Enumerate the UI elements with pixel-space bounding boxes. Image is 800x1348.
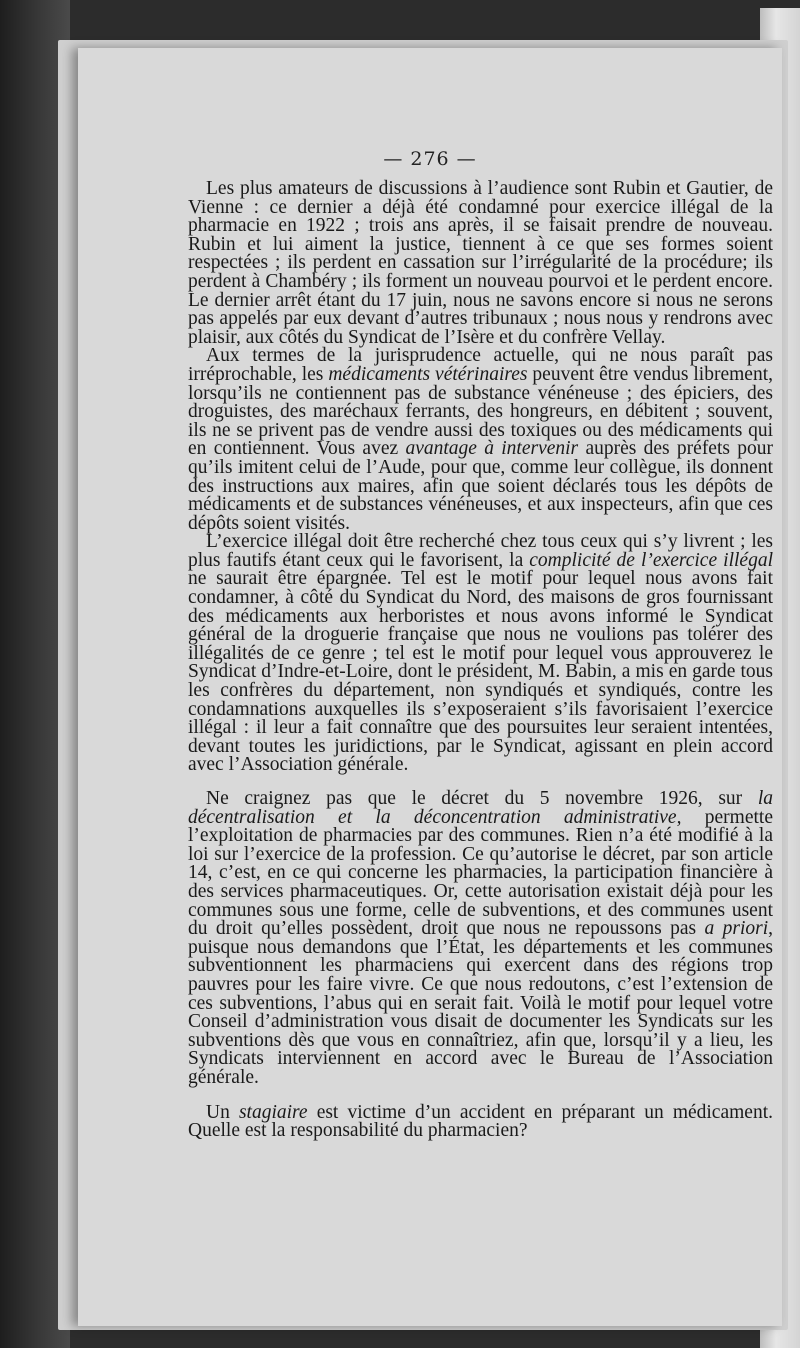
paragraph-5 — [188, 1101, 773, 1142]
paragraph-2-text-a: Aux termes de la jurisprudence actuelle, qui ne nous paraît pas irréprochable, les — [188, 345, 773, 385]
paragraph-2-text-b: peuvent être vendus librement, lorsqu’ils ne contiennent pas de substance vénéneuse ; des épiciers, des droguistes, des maréchaux ferrants, des hongreurs, en débitent ; souvent, ils ne se privent pas de vendre aussi des toxiques ou des médicaments qui en contiennent. Vous avez — [188, 363, 773, 460]
paragraph-5-text-b: est victime d’un accident en préparant un médicament. Quelle est la responsabilité du pharmacien? — [188, 1101, 773, 1142]
paragraph-2-italic-a: médicaments vétérinaires — [328, 363, 528, 385]
paragraph-4-italic-b: a priori — [704, 918, 769, 940]
page-number: — 276 — — [383, 148, 477, 170]
paragraph-4-italic-a: la décentralisation et la déconcentration administrative, — [188, 788, 773, 828]
paragraph-5-text-a: Un — [206, 1101, 239, 1123]
paragraph-2-text-c: auprès des préfets pour qu’ils imitent celui de l’Aude, pour que, comme leur collègue, ils donnent des instructions aux maires, afin que soient déclarés tous les dépôts de médicaments et de substances vénéneuses, et aux inspecteurs, afin que ces dépôts soient visités. — [188, 438, 774, 534]
paragraph-4-text-a: Ne craignez pas que le décret du 5 novembre 1926, sur — [206, 788, 758, 809]
paragraph-4-text-c: , puisque nous demandons que l’État, les départements et les communes subventionnent les pharmaciens qui exercent dans des régions trop pauvres pour les faire vivre. Ce que nous redoutons, c’est l’extension de ces subventions, l’abus qui en serait fait. Voilà le motif pour lequel votre Conseil d’administration vous disait de documenter les Syndicats sur les subventions dès que vous en connaîtriez, afin que, lorsqu’il y a lieu, les Syndicats interviennent en accord avec le Bureau de l’Association générale. — [188, 918, 773, 1088]
book-page — [78, 48, 782, 1326]
body-text — [188, 180, 773, 1141]
paragraph-3 — [188, 533, 773, 775]
paragraph-1: Les plus amateurs de discussions à l’audience sont Rubin et Gautier, de Vienne : ce dernier a déjà été condamné pour exercice illégal de la pharmacie en 1922 ; trois ans après, il se faisait prendre de nouveau. Rubin et lui aiment la justice, tiennent à ce que ses formes soient respectées ; ils perdent en cassation sur l’irrégularité de la procédure; ils perdent à Chambéry ; ils forment un nouveau pourvoi et le perdent encore. Le dernier arrêt étant du 17 juin, nous ne savons encore si nous ne serons pas appelés par eux devant d’autres tribunaux ; nous nous y rendrons avec plaisir, aux côtés du Syndicat de l’Isère et du confrère Vellay. — [188, 178, 773, 348]
paragraph-4 — [188, 790, 773, 1088]
paragraph-3-italic: complicité de l’exercice illégal — [529, 549, 773, 571]
paragraph-5-italic: stagiaire — [238, 1101, 308, 1123]
paragraph-2-italic-b: avantage à intervenir — [405, 438, 579, 460]
paragraph-4-text-b: permette l’exploitation de pharmacies par des communes. Rien n’a été modifié à la loi sur l’exercice de la profession. Ce qu’autorise le décret, par son article 14, c’est, en ce qui concerne les pharmacies, la participation financière à des services pharmaceutiques. Or, cette autorisation existait déjà pour les communes sous une forme, celle de subventions, et des communes usent du droit qu’elles possèdent, droit que nous ne repoussons pas — [188, 806, 773, 940]
paragraph-2 — [188, 347, 773, 533]
paragraph-3-text-b: ne saurait être épargnée. Tel est le motif pour lequel nous avons fait condamner, à côté du Syndicat du Nord, des maisons de gros fournissant des médicaments aux herboristes et nous avons informé le Syndicat général de la droguerie française que nous ne voulions pas tolérer des illégalités de ce genre ; tel est le motif pour lequel vous approuverez le Syndicat d’Indre-et-Loire, dont le président, M. Babin, a mis en garde tous les confrères du département, non syndiqués et syndiqués, contre les condamnations auxquelles ils s’exposeraient s’ils favorisaient l’exercice illégal : il leur a fait connaître que des poursuites leur seraient intentées, devant toutes les juridictions, par le Syndicat, agissant en plein accord avec l’Association générale. — [188, 568, 773, 776]
paragraph-3-text-a: L’exercice illégal doit être recherché chez tous ceux qui s’y livrent ; les plus fautifs étant ceux qui le favorisent, la — [188, 531, 773, 571]
